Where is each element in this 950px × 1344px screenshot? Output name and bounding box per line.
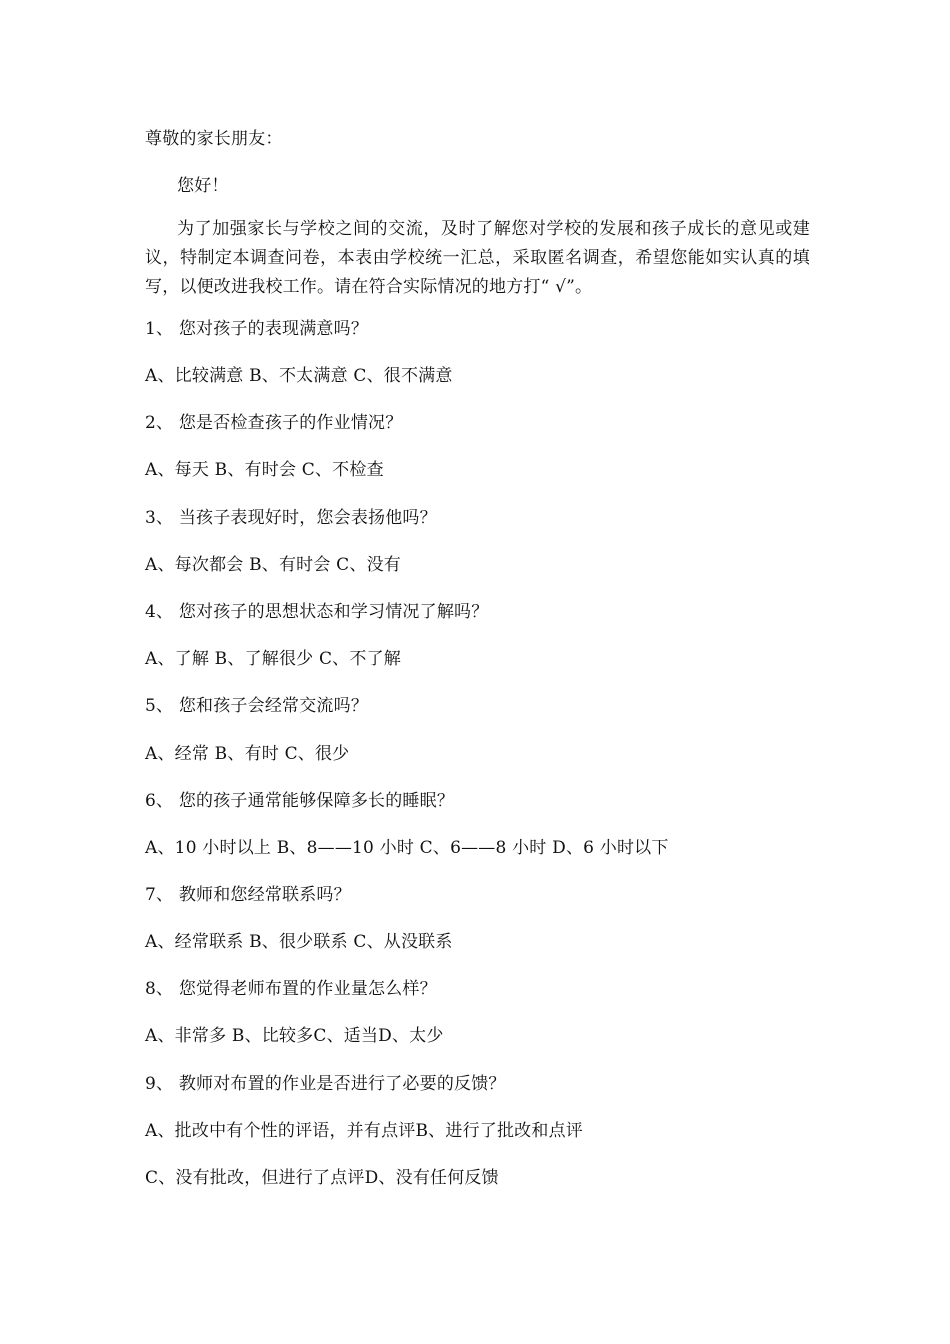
options-2: A、每天 B、有时会 C、不检查 (145, 460, 384, 480)
question-8: 8、 您觉得老师布置的作业量怎么样？ (145, 979, 437, 999)
options-5: A、经常 B、有时 C、很少 (145, 744, 350, 764)
options-8: A、非常多 B、比较多C、适当D、太少 (145, 1026, 444, 1046)
options-9-continued: C、没有批改，但进行了点评D、没有任何反馈 (145, 1168, 499, 1188)
question-1: 1、 您对孩子的表现满意吗？ (145, 319, 369, 339)
question-2: 2、 您是否检查孩子的作业情况？ (145, 413, 403, 433)
salutation: 尊敬的家长朋友： (145, 129, 283, 149)
question-5: 5、 您和孩子会经常交流吗？ (145, 696, 369, 716)
options-9: A、批改中有个性的评语，并有点评B、进行了批改和点评 (145, 1121, 583, 1141)
options-1: A、比较满意 B、不太满意 C、很不满意 (145, 366, 453, 386)
question-7: 7、 教师和您经常联系吗？ (145, 885, 351, 905)
options-7: A、经常联系 B、很少联系 C、从没联系 (145, 932, 453, 952)
options-4: A、了解 B、了解很少 C、不了解 (145, 649, 401, 669)
question-9: 9、 教师对布置的作业是否进行了必要的反馈？ (145, 1074, 506, 1094)
intro-paragraph: 为了加强家长与学校之间的交流，及时了解您对学校的发展和孩子成长的意见或建议，特制定本调查问卷，本表由学校统一汇总，采取匿名调查，希望您能如实认真的填写，以便改进我校工作。请在符合实际情况的地方打“ √”。 (145, 219, 810, 297)
question-3: 3、 当孩子表现好时，您会表扬他吗？ (145, 508, 437, 528)
greeting: 您好！ (177, 176, 229, 196)
question-4: 4、 您对孩子的思想状态和学习情况了解吗？ (145, 602, 489, 622)
question-6: 6、 您的孩子通常能够保障多长的睡眠？ (145, 791, 455, 811)
options-3: A、每次都会 B、有时会 C、没有 (145, 555, 401, 575)
options-6: A、10 小时以上 B、8——10 小时 C、6——8 小时 D、6 小时以下 (145, 838, 669, 858)
